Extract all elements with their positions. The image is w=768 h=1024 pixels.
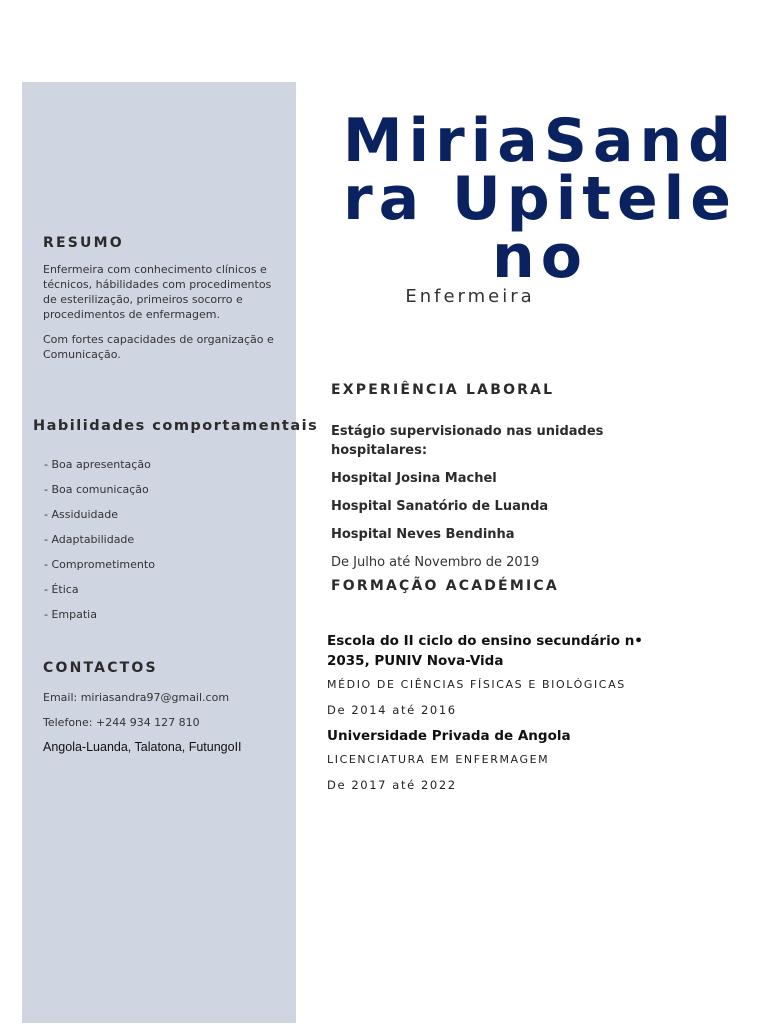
habilidades-list: [44, 457, 274, 632]
experiencia-period: De Julho até Novembro de 2019: [331, 555, 540, 570]
resumo-title: RESUMO: [43, 235, 124, 251]
list-item: - Boa apresentação: [44, 458, 151, 471]
education-school: Escola do II ciclo do ensino secundário n• 2035, PUNIV Nova-Vida: [327, 633, 643, 669]
experiencia-title: EXPERIÊNCIA LABORAL: [331, 382, 555, 398]
experiencia-intro: Estágio supervisionado nas unidades hospitalares:: [331, 424, 604, 458]
education-period: De 2014 até 2016: [327, 703, 457, 717]
education-course: LICENCIATURA EM ENFERMAGEM: [327, 753, 550, 766]
list-item: - Boa comunicação: [44, 483, 149, 496]
formacao-block: [327, 631, 687, 792]
job-title: Enfermeira: [405, 286, 535, 307]
hospital-item: Hospital Josina Machel: [331, 471, 497, 486]
experiencia-block: [331, 422, 631, 572]
habilidades-title: Habilidades comportamentais: [33, 418, 319, 434]
formacao-title: FORMAÇÃO ACADÉMICA: [331, 578, 559, 594]
page-title: MiriaSandra Upiteleno: [342, 106, 738, 292]
list-item: - Adaptabilidade: [44, 533, 135, 546]
list-item: - Ética: [44, 583, 79, 596]
education-course: MÉDIO DE CIÊNCIAS FÍSICAS E BIOLÓGICAS: [327, 678, 626, 691]
resumo-paragraph-1: Enfermeira com conhecimento clínicos e técnicos, hábilidades com procedimentos de esterilização, primeiros socorro e procedimentos de enfermagem.: [43, 263, 272, 321]
resumo-paragraph-2: Com fortes capacidades de organização e Comunicação.: [43, 333, 274, 361]
list-item: - Comprometimento: [44, 558, 155, 571]
list-item: - Assiduidade: [44, 508, 118, 521]
list-item: - Empatia: [44, 608, 97, 621]
education-school: Universidade Privada de Angola: [327, 728, 571, 744]
contactos-block: [43, 690, 283, 754]
education-period: De 2017 até 2022: [327, 778, 457, 792]
phone-text: Telefone: +244 934 127 810: [43, 716, 200, 729]
resumo-text: [43, 262, 275, 372]
address-text: Angola-Luanda, Talatona, FutungoII: [43, 740, 242, 754]
hospital-item: Hospital Sanatório de Luanda: [331, 499, 549, 514]
email-text: Email: miriasandra97@gmail.com: [43, 691, 230, 704]
contactos-title: CONTACTOS: [43, 660, 158, 676]
hospital-item: Hospital Neves Bendinha: [331, 527, 515, 542]
